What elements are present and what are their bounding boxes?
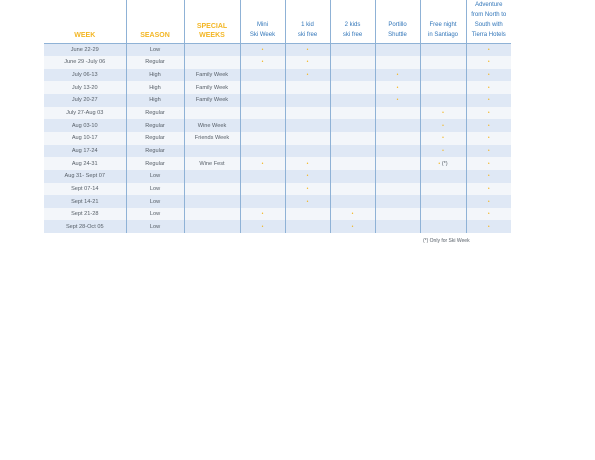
mini-cell [240,56,285,69]
bullet-mark-icon: • [442,135,444,142]
special-week-cell [184,195,240,208]
bullet-mark-icon: • [396,72,399,79]
mini-cell [240,132,285,145]
header-special-weeks [184,0,240,44]
ski-free-cell [285,44,330,57]
free-night-cell [420,132,466,145]
ski-free-cell [285,69,330,82]
table-row [44,220,511,233]
header-mini-line-2: Ski Week [249,32,276,38]
free-night-cell [420,157,466,170]
week-cell: Aug 10-17 [44,132,126,145]
bullet-mark-icon: • [442,122,444,129]
mini-cell [240,145,285,158]
header-kids-free-line-1: 2 kids [344,22,361,28]
table-row [44,132,511,145]
header-one-kid-ski-free [285,0,330,44]
season-cell: Regular [126,157,184,170]
footnote: (*) Only for Ski Week [423,238,470,244]
portillo-cell [375,183,420,196]
header-ski-free-line-2: ski free [297,32,318,38]
bullet-mark-icon: • [487,160,490,167]
bullet-mark-icon: • [306,185,309,192]
bullet-mark-icon: • [306,198,309,205]
header-mini-ski-week [240,0,285,44]
header-adventure-tierra-hotels [466,0,511,44]
ski-free-cell [285,195,330,208]
header-adventure-line-2: from North to [471,12,507,18]
week-cell: Aug 31- Sept 07 [44,170,126,183]
adventure-cell [466,81,511,94]
week-cell: Sept 21-28 [44,208,126,221]
ski-free-cell [285,119,330,132]
ski-free-cell [285,145,330,158]
table-row [44,119,511,132]
special-week-cell: Wine Week [184,119,240,132]
table-row [44,157,511,170]
free-night-cell [420,170,466,183]
table-row [44,69,511,82]
free-night-cell [420,119,466,132]
bullet-mark-icon: • [306,59,309,66]
adventure-cell [466,145,511,158]
header-row [44,0,511,44]
special-week-cell [184,107,240,120]
bullet-mark-icon: • [261,47,264,54]
mini-cell [240,119,285,132]
bullet-mark-icon: • [306,47,309,54]
portillo-cell [375,119,420,132]
portillo-cell [375,157,420,170]
special-week-cell: Family Week [184,81,240,94]
season-cell: High [126,81,184,94]
week-cell: July 06-13 [44,69,126,82]
season-cell: Low [126,183,184,196]
header-season-label: SEASON [140,32,170,39]
season-schedule-table [44,0,511,233]
portillo-cell [375,94,420,107]
season-cell: Regular [126,119,184,132]
header-ski-free-line-1: 1 kid [301,22,314,28]
season-cell: Regular [126,145,184,158]
portillo-cell [375,69,420,82]
bullet-mark-icon: • [487,211,490,218]
free-night-cell [420,107,466,120]
bullet-mark-icon: • [487,223,490,230]
header-night-line-1: Free night [429,22,457,28]
table-row [44,145,511,158]
header-special-line-1: SPECIAL [196,23,228,30]
kids-free-cell [330,220,375,233]
bullet-mark-icon: • [351,223,354,230]
week-cell: July 27-Aug 03 [44,107,126,120]
free-night-cell [420,56,466,69]
adventure-cell [466,220,511,233]
table-row [44,81,511,94]
header-night-line-2: in Santiago [427,32,459,38]
kids-free-cell [330,44,375,57]
bullet-mark-icon: • [306,72,309,79]
bullet-mark-icon: • [442,110,444,117]
adventure-cell [466,44,511,57]
bullet-mark-icon: • [487,97,490,104]
ski-free-cell [285,170,330,183]
adventure-cell [466,208,511,221]
adventure-cell [466,56,511,69]
kids-free-cell [330,132,375,145]
bullet-mark-icon: • [306,173,309,180]
bullet-mark-icon: • [487,47,490,54]
season-cell: Low [126,170,184,183]
portillo-cell [375,107,420,120]
bullet-mark-icon: • [487,84,490,91]
mini-cell [240,69,285,82]
adventure-cell [466,107,511,120]
table-row [44,44,511,57]
week-cell: June 29 -July 06 [44,56,126,69]
portillo-cell [375,132,420,145]
special-week-cell: Wine Fest [184,157,240,170]
ski-free-cell [285,183,330,196]
mini-cell [240,81,285,94]
header-kids-free-line-2: ski free [342,32,363,38]
bullet-mark-icon: • [261,211,264,218]
free-night-cell [420,81,466,94]
week-cell: Aug 03-10 [44,119,126,132]
portillo-cell [375,145,420,158]
portillo-cell [375,44,420,57]
week-cell: Sept 14-21 [44,195,126,208]
header-special-line-2: WEEKS [199,32,225,39]
adventure-cell [466,157,511,170]
free-night-cell [420,195,466,208]
portillo-cell [375,208,420,221]
free-night-cell [420,94,466,107]
mini-cell [240,107,285,120]
adventure-cell [466,94,511,107]
kids-free-cell [330,195,375,208]
free-night-cell [420,69,466,82]
portillo-cell [375,170,420,183]
special-week-cell: Family Week [184,94,240,107]
season-cell: High [126,94,184,107]
mini-cell [240,157,285,170]
free-night-cell [420,220,466,233]
week-cell: July 20-27 [44,94,126,107]
special-week-cell [184,183,240,196]
special-week-cell [184,56,240,69]
portillo-cell [375,220,420,233]
special-week-cell [184,145,240,158]
week-cell: Sept 28-Oct 05 [44,220,126,233]
mini-cell [240,183,285,196]
portillo-cell [375,195,420,208]
free-night-cell [420,145,466,158]
bullet-mark-icon: • [306,160,309,167]
bullet-mark-icon: • [396,97,399,104]
week-cell: Sept 07-14 [44,183,126,196]
ski-week-note: (*) [441,160,448,167]
kids-free-cell [330,170,375,183]
header-free-night-santiago [420,0,466,44]
special-week-cell: Family Week [184,69,240,82]
bullet-mark-icon: • [261,59,264,66]
week-cell: July 13-20 [44,81,126,94]
header-portillo-shuttle [375,0,420,44]
table-row [44,208,511,221]
header-week-label: WEEK [74,32,96,39]
adventure-cell [466,132,511,145]
bullet-mark-icon: • [442,147,444,154]
bullet-mark-icon: • [487,72,490,79]
header-season [126,0,184,44]
portillo-cell [375,56,420,69]
free-night-cell [420,208,466,221]
kids-free-cell [330,145,375,158]
ski-free-cell [285,220,330,233]
header-adventure-line-3: South with [474,22,503,28]
portillo-cell [375,81,420,94]
ski-free-cell [285,81,330,94]
kids-free-cell [330,94,375,107]
table-row [44,56,511,69]
special-week-cell: Friends Week [184,132,240,145]
kids-free-cell [330,81,375,94]
special-week-cell [184,220,240,233]
mini-cell [240,220,285,233]
bullet-mark-icon: • [261,223,264,230]
kids-free-cell [330,183,375,196]
free-night-cell [420,44,466,57]
adventure-cell [466,195,511,208]
season-cell: Regular [126,56,184,69]
header-portillo-line-1: Portillo [388,22,407,28]
season-cell: Low [126,208,184,221]
table-row [44,107,511,120]
ski-free-cell [285,94,330,107]
adventure-cell [466,183,511,196]
mini-cell [240,94,285,107]
adventure-cell [466,119,511,132]
bullet-mark-icon: • [487,122,490,129]
adventure-cell [466,69,511,82]
bullet-mark-icon: • [487,147,490,154]
special-week-cell [184,44,240,57]
season-cell: Low [126,220,184,233]
mini-cell [240,208,285,221]
ski-free-cell [285,208,330,221]
ski-free-cell [285,107,330,120]
header-week [44,0,126,44]
bullet-mark-icon: • [438,160,441,167]
table-row [44,94,511,107]
bullet-mark-icon: • [487,59,490,66]
table-row [44,170,511,183]
header-adventure-line-4: Tierra Hotels [471,32,506,38]
header-mini-line-1: Mini [256,22,268,28]
table-row [44,195,511,208]
ski-free-cell [285,157,330,170]
bullet-mark-icon: • [487,110,490,117]
week-cell: Aug 17-24 [44,145,126,158]
kids-free-cell [330,157,375,170]
special-week-cell [184,208,240,221]
ski-free-cell [285,56,330,69]
bullet-mark-icon: • [487,198,490,205]
season-cell: Low [126,44,184,57]
season-cell: Regular [126,132,184,145]
table-row [44,183,511,196]
kids-free-cell [330,119,375,132]
mini-cell [240,170,285,183]
bullet-mark-icon: • [351,211,354,218]
free-night-cell [420,183,466,196]
header-portillo-line-2: Shuttle [388,32,407,38]
kids-free-cell [330,56,375,69]
mini-cell [240,195,285,208]
week-cell: Aug 24-31 [44,157,126,170]
season-cell: Regular [126,107,184,120]
kids-free-cell [330,107,375,120]
week-cell: June 22-29 [44,44,126,57]
bullet-mark-icon: • [261,160,264,167]
bullet-mark-icon: • [396,84,399,91]
header-two-kids-ski-free [330,0,375,44]
bullet-mark-icon: • [487,185,490,192]
ski-free-cell [285,132,330,145]
season-cell: High [126,69,184,82]
adventure-cell [466,170,511,183]
bullet-mark-icon: • [487,135,490,142]
kids-free-cell [330,69,375,82]
header-adventure-line-1: Adventure [475,2,503,8]
bullet-mark-icon: • [487,173,490,180]
special-week-cell [184,170,240,183]
kids-free-cell [330,208,375,221]
mini-cell [240,44,285,57]
season-cell: Low [126,195,184,208]
